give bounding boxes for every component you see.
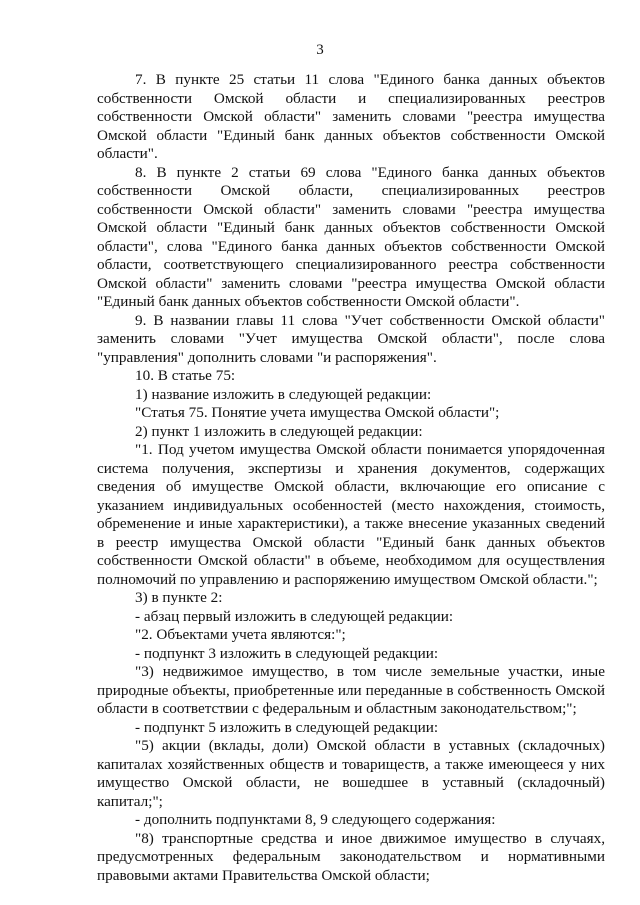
paragraph-10: 10. В статье 75: <box>135 367 236 384</box>
document-body <box>97 71 605 885</box>
subpoint-3-text: "3) недвижимое имущество, в том числе земельные участки, иные природные объекты, приобретенные или переданные в собственность Омской области в соответствии с федеральным и областным законодательством;"; <box>97 663 605 717</box>
subpoint-3-instruction: - подпункт 3 изложить в следующей редакции: <box>135 644 439 662</box>
paragraph-7: 7. В пункте 25 статьи 11 слова "Единого банка данных объектов собственности Омской области и специализированных реестров собственности Омской области" заменить словами "реестра имущества Омской области "Единый банк данных объектов собственности Омской области". <box>97 71 605 162</box>
subpoint-8-text: "8) транспортные средства и иное движимое имущество в случаях, предусмотренных федеральным законодательством и нормативными правовыми актами Правительства Омской области; <box>97 829 605 884</box>
subpoint-5-text: "5) акции (вклады, доли) Омской области в уставных (складочных) капиталах хозяйственных обществ и товариществ, а также имеющееся у них имущество Омской области, не вошедшее в уставный (складочный) капитал;"; <box>97 737 605 810</box>
subitem-3: 3) в пункте 2: <box>135 589 223 606</box>
paragraph-8: 8. В пункте 2 статьи 69 слова "Единого банка данных объектов собственности Омской области, специализированных реестров собственности Омской области" заменить словами "реестра имущества Омской области "Единый банк данных объектов собственности Омской области", слова "Единого банка данных объектов собственности Омской области, соответствующего специализированного реестра собственности Омской области" заменить словами "реестра имущества Омской области "Единый банк данных объектов собственности Омской области". <box>97 163 605 310</box>
article-75-title: "Статья 75. Понятие учета имущества Омской области"; <box>135 404 500 421</box>
paragraph-9: 9. В названии главы 11 слова "Учет собственности Омской области" заменить словами "Учет имущества Омской области", после слова "управления" дополнить словами "и распоряжения". <box>97 311 605 366</box>
subitem-2: 2) пункт 1 изложить в следующей редакции: <box>135 422 423 440</box>
first-paragraph-instruction: - абзац первый изложить в следующей редакции: <box>135 607 454 625</box>
page-number: 3 <box>316 42 324 58</box>
point-2-text: "2. Объектами учета являются:"; <box>135 626 346 643</box>
subpoints-8-9-instruction: - дополнить подпунктами 8, 9 следующего содержания: <box>135 811 496 828</box>
point-1-text: "1. Под учетом имущества Омской области понимается упорядоченная система получения, экспертизы и хранения документов, содержащих сведения об имуществе Омской области, включающие его описание с указанием индивидуальных особенностей (место нахождения, стоимость, обременение и иные характеристики), а также внесение указанных сведений в реестр имущества Омской области "Единый банк данных объектов собственности Омской области" в объеме, необходимом для осуществления полномочий по управлению и распоряжению имуществом Омской области."; <box>97 441 605 588</box>
subpoint-5-instruction: - подпункт 5 изложить в следующей редакции: <box>135 718 439 736</box>
subitem-1: 1) название изложить в следующей редакции: <box>135 385 432 403</box>
